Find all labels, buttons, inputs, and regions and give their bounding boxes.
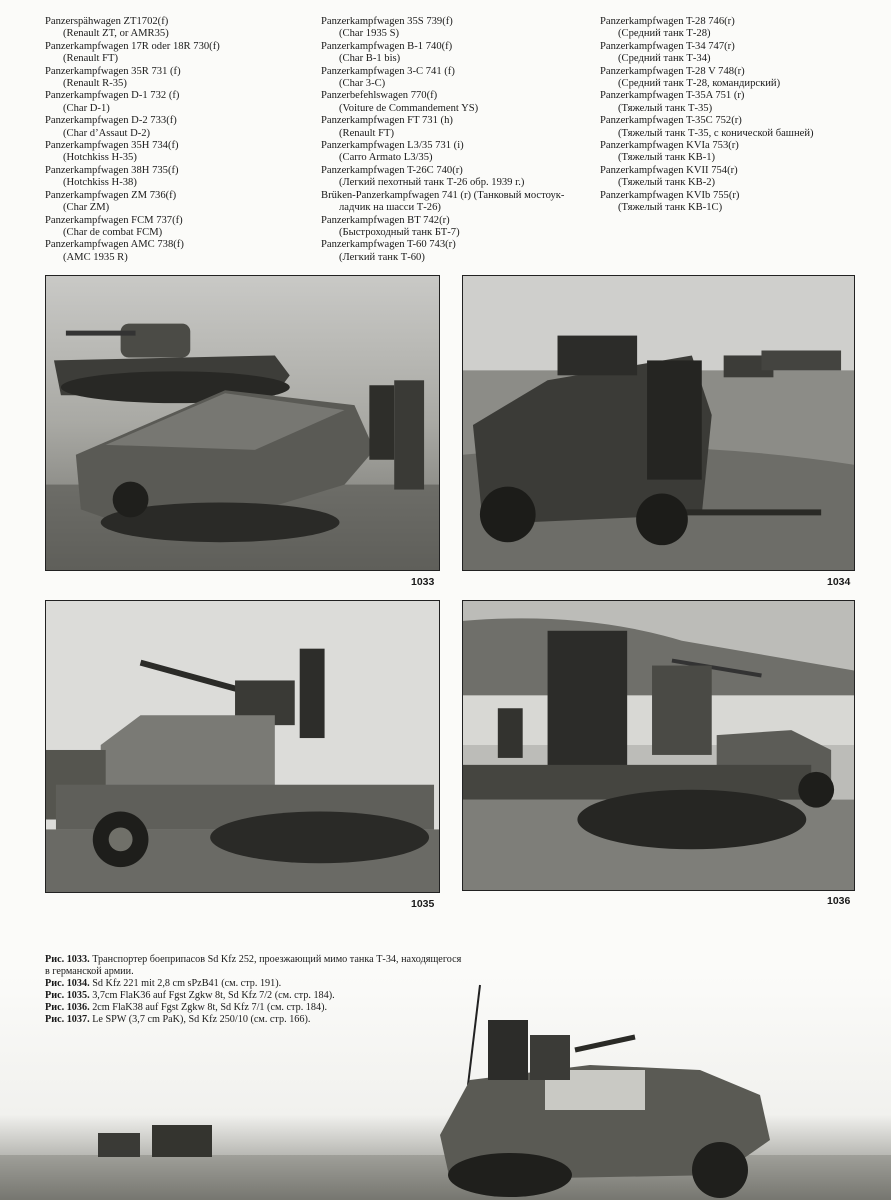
designation-entry: Panzerkampfwagen KVIa 753(r) (Тяжелый танк KB-1) <box>600 140 739 164</box>
designation-entry: Panzerkampfwagen 35H 734(f) (Hotchkiss H-35) <box>45 140 179 164</box>
caption-1034: Рис. 1034. Sd Kfz 221 mit 2,8 cm sPzB41 (см. стр. 191). <box>45 978 282 989</box>
designation-entry: Panzerkampfwagen BT 742(r) (Быстроходный танк БТ-7) <box>321 214 460 238</box>
designation-entry: Panzerkampfwagen T-34 747(r) (Средний танк Т-34) <box>600 40 735 65</box>
photo-1035 <box>45 600 440 893</box>
designation-entry: Panzerkampfwagen FT 731 (h) (Renault FT) <box>321 115 453 139</box>
designation-entry: Panzerkampfwagen 35R 731 (f) (Renault R-35) <box>45 65 181 90</box>
photo-1036-image <box>463 601 854 890</box>
designation-entry: Panzerkampfwagen 35S 739(f) (Char 1935 S) <box>321 16 453 40</box>
designation-entry: Panzerkampfwagen T-35A 751 (r) (Тяжелый танк Т-35) <box>600 90 745 114</box>
caption-1035: Рис. 1035. 3,7cm FlaK36 auf Fgst Zgkw 8t, Sd Kfz 7/2 (см. стр. 184). <box>45 990 335 1001</box>
designation-entry: Panzerkampfwagen AMC 738(f) (AMC 1935 R) <box>45 239 184 263</box>
designation-entry: Panzerkampfwagen 17R oder 18R 730(f) (Renault FT) <box>45 40 220 65</box>
designation-entry: Panzerkampfwagen T-35C 752(r) (Тяжелый танк Т-35, с конической башней) <box>600 115 814 139</box>
designation-entry: Panzerkampfwagen KVII 754(r) (Тяжелый танк KB-2) <box>600 164 738 189</box>
designation-entry: Panzerkampfwagen 38H 735(f) (Hotchkiss H-38) <box>45 164 179 189</box>
photo-1034 <box>462 275 855 571</box>
designation-entry: Brüken-Panzerkampfwagen 741 (r) (Танковый мостоук- ладчик на шасси Т-26) <box>321 189 565 214</box>
designation-column-1 <box>45 16 310 264</box>
figure-captions <box>45 954 465 1026</box>
designation-entry: Panzerkampfwagen L3/35 731 (i) (Carro Armato L3/35) <box>321 140 464 164</box>
designation-column-3 <box>600 16 840 215</box>
designation-entry: Panzerkampfwagen D-2 733(f) (Char d’Assaut D-2) <box>45 115 177 139</box>
designation-entry: Panzerkampfwagen D-1 732 (f) (Char D-1) <box>45 90 180 114</box>
designation-entry: Panzerkampfwagen KVIb 755(r) (Тяжелый танк KB-1C) <box>600 189 740 214</box>
designation-entry: Panzerkampfwagen T-26C 740(r) (Легкий пехотный танк Т-26 обр. 1939 г.) <box>321 164 525 189</box>
caption-1037: Рис. 1037. Le SPW (3,7 cm PaK), Sd Kfz 250/10 (см. стр. 166). <box>45 1014 311 1025</box>
figure-number-1036: 1036 <box>827 895 851 907</box>
designation-entry: Panzerkampfwagen FCM 737(f) (Char de combat FCM) <box>45 214 183 238</box>
designation-entry: Panzerkampfwagen T-60 743(r) (Легкий танк Т-60) <box>321 239 456 263</box>
photo-1033-image <box>46 276 439 570</box>
designation-entry: Panzerkampfwagen ZM 736(f) (Char ZM) <box>45 189 177 214</box>
designation-column-2 <box>321 16 591 264</box>
figure-number-1035: 1035 <box>411 898 435 910</box>
caption-1036: Рис. 1036. 2cm FlaK38 auf Fgst Zgkw 8t, Sd Kfz 7/1 (см. стр. 184). <box>45 1002 328 1013</box>
designation-entry: Panzerbefehlswagen 770(f) (Voiture de Commandement YS) <box>321 90 479 114</box>
designation-entry: Panzerkampfwagen T-28 746(r) (Средний танк Т-28) <box>600 16 735 40</box>
caption-1033: Рис. 1033. Транспортер боеприпасов Sd Kfz 252, проезжающий мимо танка Т-34, находящегося в германской армии. <box>45 954 462 977</box>
designation-entry: Panzerkampfwagen B-1 740(f) (Char B-1 bis) <box>321 40 453 65</box>
photo-1036 <box>462 600 855 891</box>
photo-1034-image <box>463 276 854 570</box>
figure-number-1033: 1033 <box>411 576 435 588</box>
photo-1035-image <box>46 601 439 892</box>
designation-entry: Panzerspähwagen ZT1702(f) (Renault ZT, or AMR35) <box>45 16 169 40</box>
designation-entry: Panzerkampfwagen 3-C 741 (f) (Char 3-C) <box>321 65 455 90</box>
photo-1033 <box>45 275 440 571</box>
designation-entry: Panzerkampfwagen T-28 V 748(r) (Средний танк Т-28, командирский) <box>600 65 781 90</box>
figure-number-1034: 1034 <box>827 576 851 588</box>
